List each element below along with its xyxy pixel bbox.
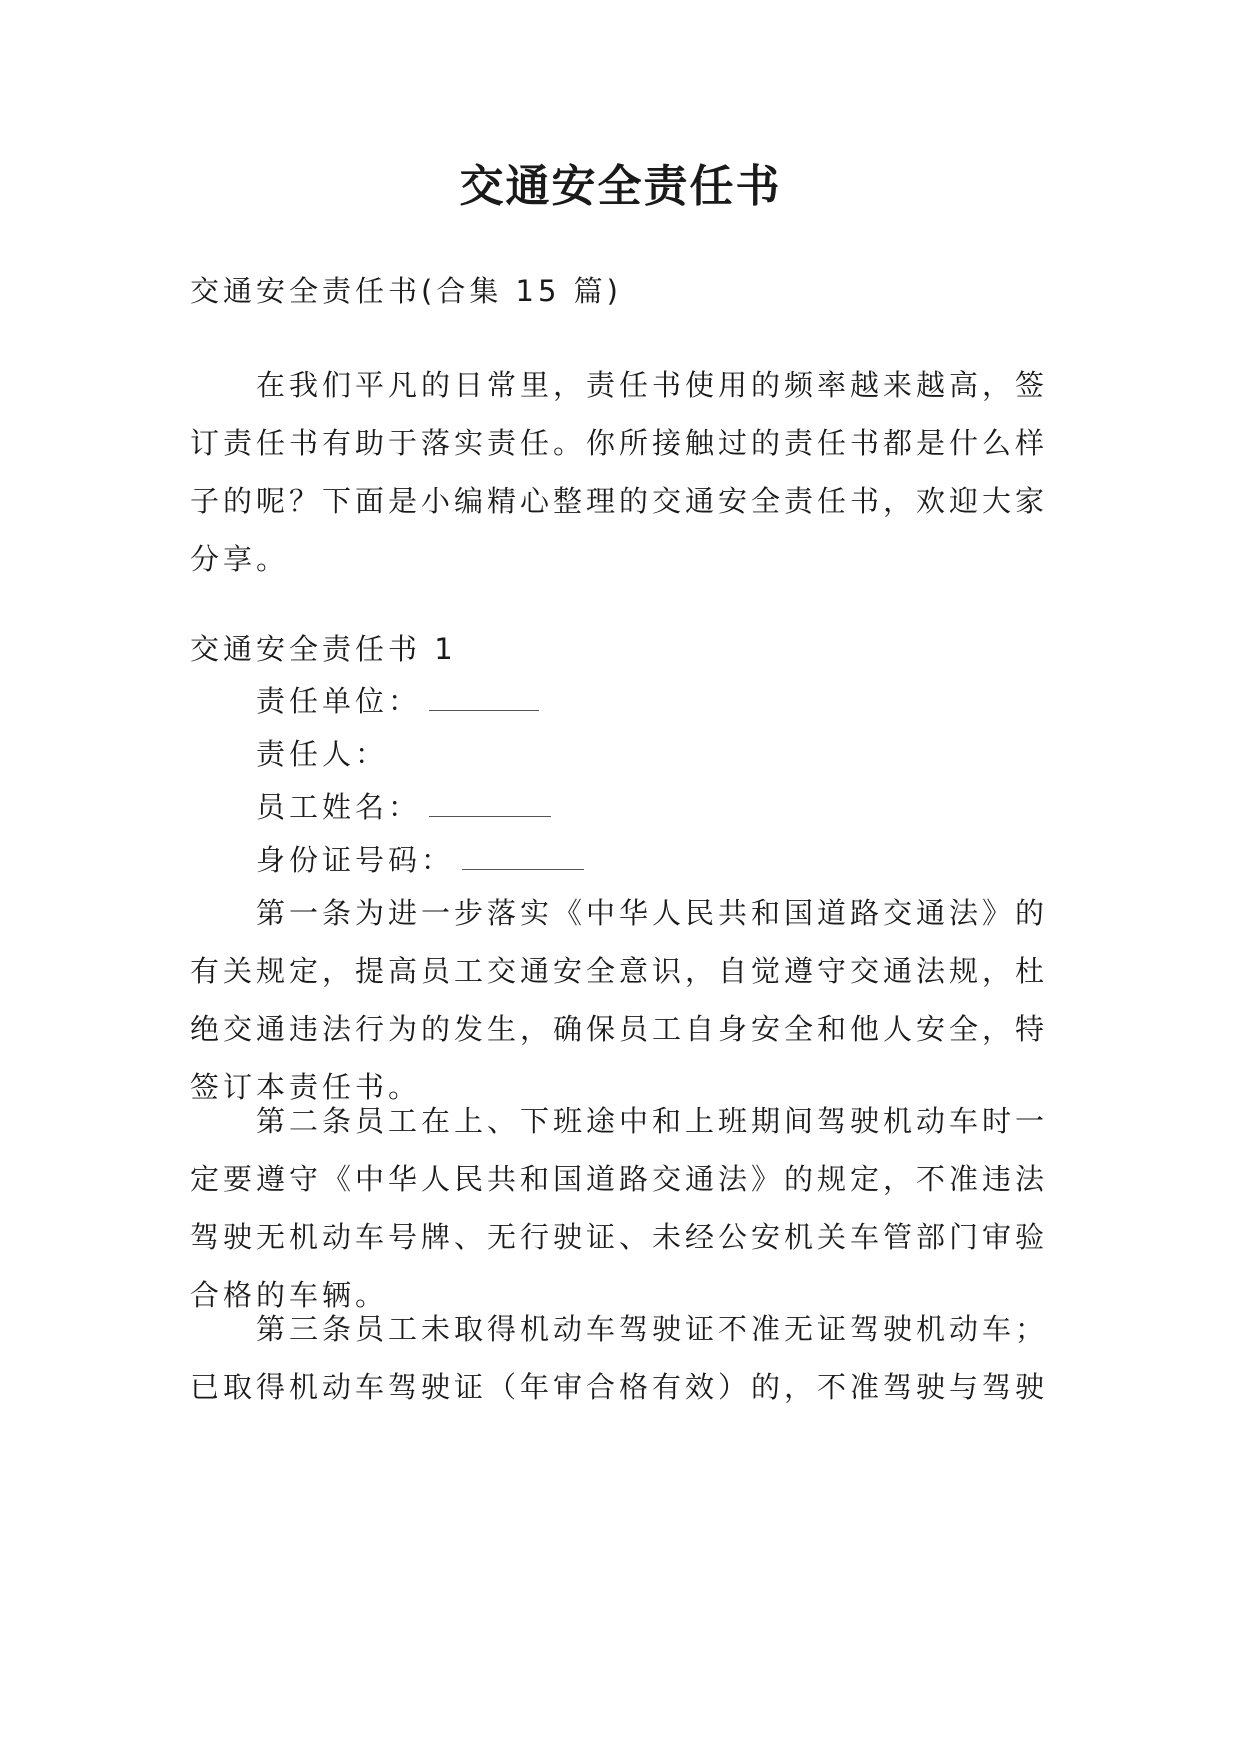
field-responsible-person	[256, 725, 388, 783]
field-label-employee-name: 员工姓名：	[256, 790, 422, 824]
section-heading: 交通安全责任书 1	[190, 632, 457, 666]
field-label-person: 责任人：	[256, 737, 389, 771]
blank-line	[429, 680, 539, 711]
field-id-number	[256, 831, 584, 889]
blank-line	[429, 786, 551, 817]
field-label-unit: 责任单位：	[256, 684, 422, 718]
intro-paragraph: 在我们平凡的日常里，责任书使用的频率越来越高，签订责任书有助于落实责任。你所接触过的责任书都是什么样子的呢？下面是小编精心整理的交通安全责任书，欢迎大家分享。	[190, 368, 1049, 576]
article-3: 第三条员工未取得机动车驾驶证不准无证驾驶机动车；已取得机动车驾驶证（年审合格有效）的，不准驾驶与驾驶	[190, 1312, 1049, 1404]
field-responsible-unit	[256, 672, 539, 730]
article-1: 第一条为进一步落实《中华人民共和国道路交通法》的有关规定，提高员工交通安全意识，自觉遵守交通法规，杜绝交通违法行为的发生，确保员工自身安全和他人安全，特签订本责任书。	[190, 896, 1049, 1104]
document-title: 交通安全责任书	[459, 161, 782, 212]
article-2: 第二条员工在上、下班途中和上班期间驾驶机动车时一定要遵守《中华人民共和国道路交通法》的规定，不准违法驾驶无机动车号牌、无行驶证、未经公安机关车管部门审验合格的车辆。	[190, 1104, 1049, 1312]
field-employee-name	[256, 778, 551, 836]
field-label-id-number: 身份证号码：	[256, 843, 455, 877]
blank-line	[462, 839, 584, 870]
document-subtitle: 交通安全责任书(合集 15 篇)	[190, 274, 622, 308]
